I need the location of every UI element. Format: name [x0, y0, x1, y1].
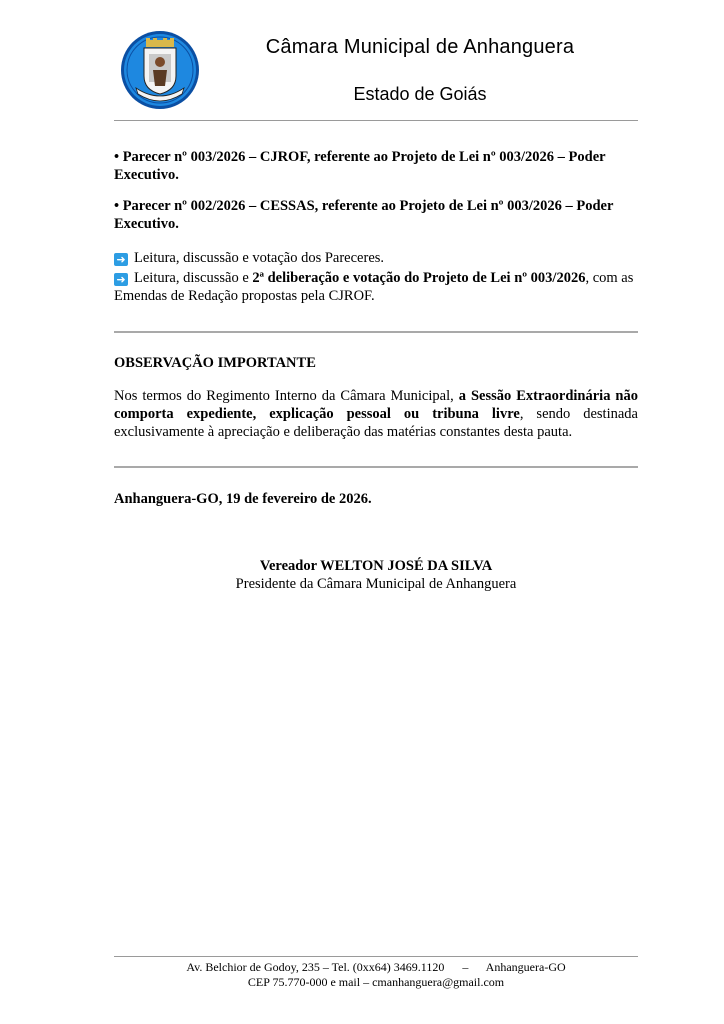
item-parecer-002: • Parecer nº 002/2026 – CESSAS, referente ao Projeto de Lei nº 003/2026 – Poder Executivo.: [114, 198, 614, 232]
footer-contact: CEP 75.770-000 e mail – cmanhanguera@gmail.com: [247, 975, 505, 989]
page-subtitle: Estado de Goiás: [353, 84, 487, 104]
place-date: Anhanguera-GO, 19 de fevereiro de 2026.: [114, 491, 372, 507]
signature-name: Vereador WELTON JOSÉ DA SILVA: [259, 558, 493, 574]
action-text-1: Leitura, discussão e votação dos Pareceres.: [134, 250, 385, 266]
section-divider: [114, 466, 638, 468]
action-text-2-pre: Leitura, discussão e: [134, 270, 253, 286]
page-title: Câmara Municipal de Anhanguera: [265, 36, 575, 58]
header-divider: [114, 120, 638, 121]
action-line-1: [114, 249, 638, 267]
arrow-right-icon: ➜: [114, 253, 128, 266]
action-text-2-bold: 2ª deliberação e votação do Projeto de Lei nº 003/2026: [252, 270, 586, 286]
signature-role: Presidente da Câmara Municipal de Anhanguera: [235, 576, 517, 592]
item-parecer-003: • Parecer nº 003/2026 – CJROF, referente ao Projeto de Lei nº 003/2026 – Poder Executivo.: [114, 149, 606, 183]
action-text-2-post: , com as Emendas de Redação propostas pela CJROF.: [114, 270, 634, 304]
section-divider: [114, 331, 638, 333]
observation-heading: OBSERVAÇÃO IMPORTANTE: [114, 355, 316, 371]
observation-text: [114, 387, 638, 441]
arrow-right-icon: ➜: [114, 273, 128, 286]
observation-pre: Nos termos do Regimento Interno da Câmara Municipal,: [114, 388, 459, 404]
observation-bold: a Sessão Extraordinária não comporta expediente, explicação pessoal ou tribuna livre: [114, 388, 638, 422]
action-line-2: [114, 269, 638, 305]
footer-divider: [114, 956, 638, 957]
observation-post: , sendo destinada exclusivamente à apreciação e deliberação das matérias constantes desta pauta.: [114, 406, 638, 440]
footer-address: Av. Belchior de Godoy, 235 – Tel. (0xx64) 3469.1120 – Anhanguera-GO: [186, 960, 566, 974]
municipal-seal-logo: [120, 30, 200, 110]
